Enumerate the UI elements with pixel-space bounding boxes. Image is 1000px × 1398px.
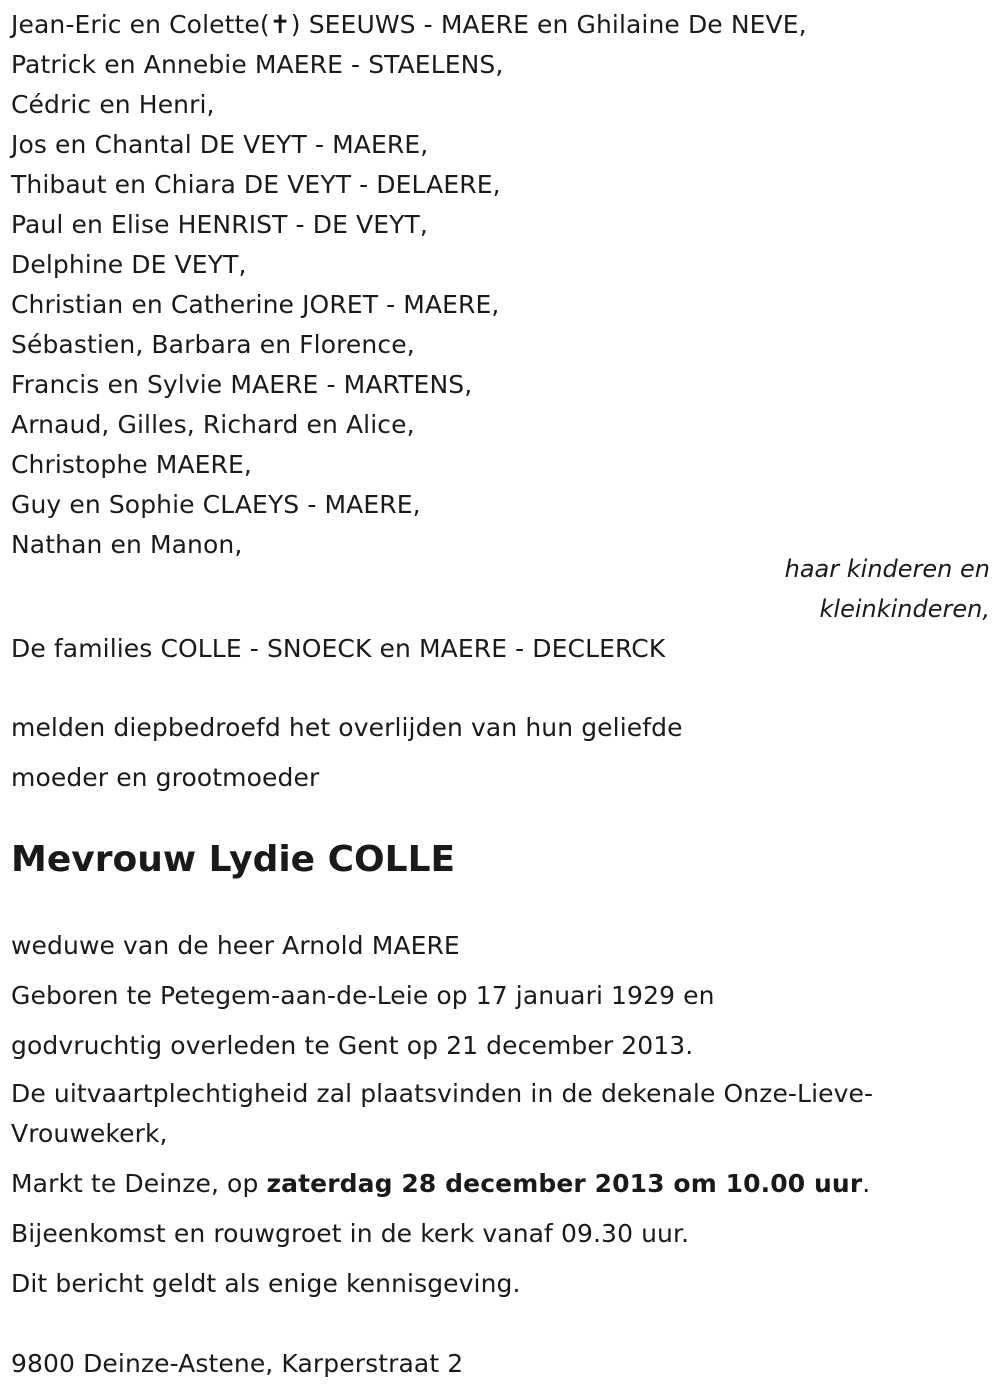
family-line: Cédric en Henri, [11, 90, 215, 119]
family-line: Nathan en Manon, [11, 530, 243, 559]
family-line: Sébastien, Barbara en Florence, [11, 330, 415, 359]
place-suffix: . [862, 1169, 871, 1198]
family-line: Christian en Catherine JORET - MAERE, [11, 290, 500, 319]
born-line: Geboren te Petegem-aan-de-Leie op 17 januari 1929 en [11, 981, 715, 1010]
gathering-line: Bijeenkomst en rouwgroet in de kerk vanaf 09.30 uur. [11, 1219, 690, 1248]
family-line: Thibaut en Chiara DE VEYT - DELAERE, [11, 170, 501, 199]
family-line: Christophe MAERE, [11, 450, 252, 479]
ceremony-line: De uitvaartplechtigheid zal plaatsvinden in de dekenale Onze-Lieve-Vrouwekerk, [11, 1079, 874, 1148]
families-line: De families COLLE - SNOECK en MAERE - DECLERCK [11, 634, 666, 663]
widow-line: weduwe van de heer Arnold MAERE [11, 931, 460, 960]
family-line: Guy en Sophie CLAEYS - MAERE, [11, 490, 421, 519]
announce-line-1: melden diepbedroefd het overlijden van hun geliefde [11, 713, 683, 742]
family-line: Francis en Sylvie MAERE - MARTENS, [11, 370, 473, 399]
ceremony-place-line [11, 1169, 870, 1199]
announce-line-2: moeder en grootmoeder [11, 763, 320, 792]
notice-line: Dit bericht geldt als enige kennisgeving. [11, 1269, 521, 1298]
relation-line-1: haar kinderen en [784, 555, 990, 583]
address-line: 9800 Deinze-Astene, Karperstraat 2 [11, 1349, 464, 1378]
family-line: Delphine DE VEYT, [11, 250, 247, 279]
family-line: Jean-Eric en Colette(✝) SEEUWS - MAERE en Ghilaine De NEVE, [11, 10, 807, 39]
family-line: Patrick en Annebie MAERE - STAELENS, [11, 50, 504, 79]
relation-line-2: kleinkinderen, [819, 595, 990, 623]
place-prefix: Markt te Deinze, op [11, 1169, 267, 1198]
family-line: Jos en Chantal DE VEYT - MAERE, [11, 130, 429, 159]
family-line: Paul en Elise HENRIST - DE VEYT, [11, 210, 428, 239]
died-line: godvruchtig overleden te Gent op 21 december 2013. [11, 1031, 694, 1060]
deceased-name: Mevrouw Lydie COLLE [11, 839, 456, 880]
ceremony-date: zaterdag 28 december 2013 om 10.00 uur [266, 1169, 863, 1198]
family-line: Arnaud, Gilles, Richard en Alice, [11, 410, 415, 439]
